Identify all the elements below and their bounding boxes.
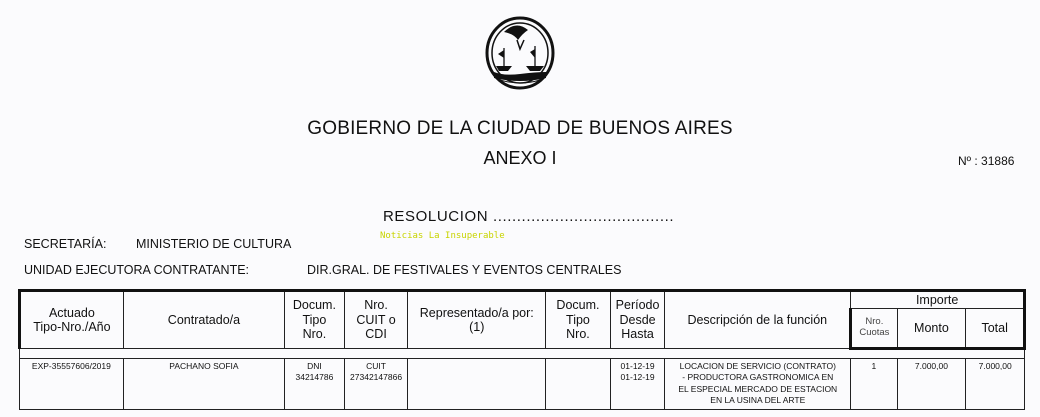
city-seal-icon	[484, 14, 556, 90]
unidad-label: UNIDAD EJECUTORA CONTRATANTE:	[24, 263, 250, 277]
header-monto: Monto	[897, 309, 966, 349]
header-representado: Representado/a por: (1)	[408, 291, 546, 349]
annex-title: ANEXO I	[483, 148, 557, 168]
cell-periodo: 01-12-19 01-12-19	[610, 359, 664, 410]
header-total: Total	[966, 309, 1025, 349]
contracts-table	[18, 289, 1026, 410]
header-docum2: Docum. Tipo Nro.	[546, 291, 611, 349]
cell-cuotas: 1	[851, 359, 897, 410]
header-contratado: Contratado/a	[123, 291, 284, 349]
cell-descripcion: LOCACION DE SERVICIO (CONTRATO) - PRODUCTORA GASTRONOMICA EN EL ESPECIAL MERCADO DE ESTACION EN LA USINA DEL ARTE	[665, 359, 851, 410]
header-descripcion: Descripción de la función	[665, 291, 851, 349]
government-title: GOBIERNO DE LA CIUDAD DE BUENOS AIRES	[307, 118, 733, 139]
resolution-line: RESOLUCION ......................................	[383, 208, 675, 225]
cell-monto: 7.000,00	[897, 359, 966, 410]
secretaria-value: MINISTERIO DE CULTURA	[136, 237, 292, 251]
secretaria-label: SECRETARÍA:	[24, 237, 107, 251]
document-number: Nº : 31886	[958, 154, 1015, 168]
table-row	[20, 359, 1025, 410]
cell-docum2	[546, 359, 611, 410]
cell-documento: DNI 34214786	[285, 359, 345, 410]
unidad-value: DIR.GRAL. DE FESTIVALES Y EVENTOS CENTRALES	[307, 263, 622, 277]
header-periodo: Período Desde Hasta	[610, 291, 664, 349]
cell-actuado: EXP-35557606/2019	[20, 359, 124, 410]
watermark-text: Noticias La Insuperable	[380, 231, 505, 241]
cell-cuit: CUIT 27342147866	[344, 359, 408, 410]
header-importe: Importe	[851, 291, 1025, 309]
header-actuado: Actuado Tipo-Nro./Año	[20, 291, 124, 349]
header-cuit: Nro. CUIT o CDI	[344, 291, 408, 349]
cell-contratado: PACHANO SOFIA	[123, 359, 284, 410]
header-cuotas: Nro. Cuotas	[851, 309, 897, 349]
header-documento: Docum. Tipo Nro.	[285, 291, 345, 349]
cell-representado	[408, 359, 546, 410]
cell-total: 7.000,00	[966, 359, 1025, 410]
